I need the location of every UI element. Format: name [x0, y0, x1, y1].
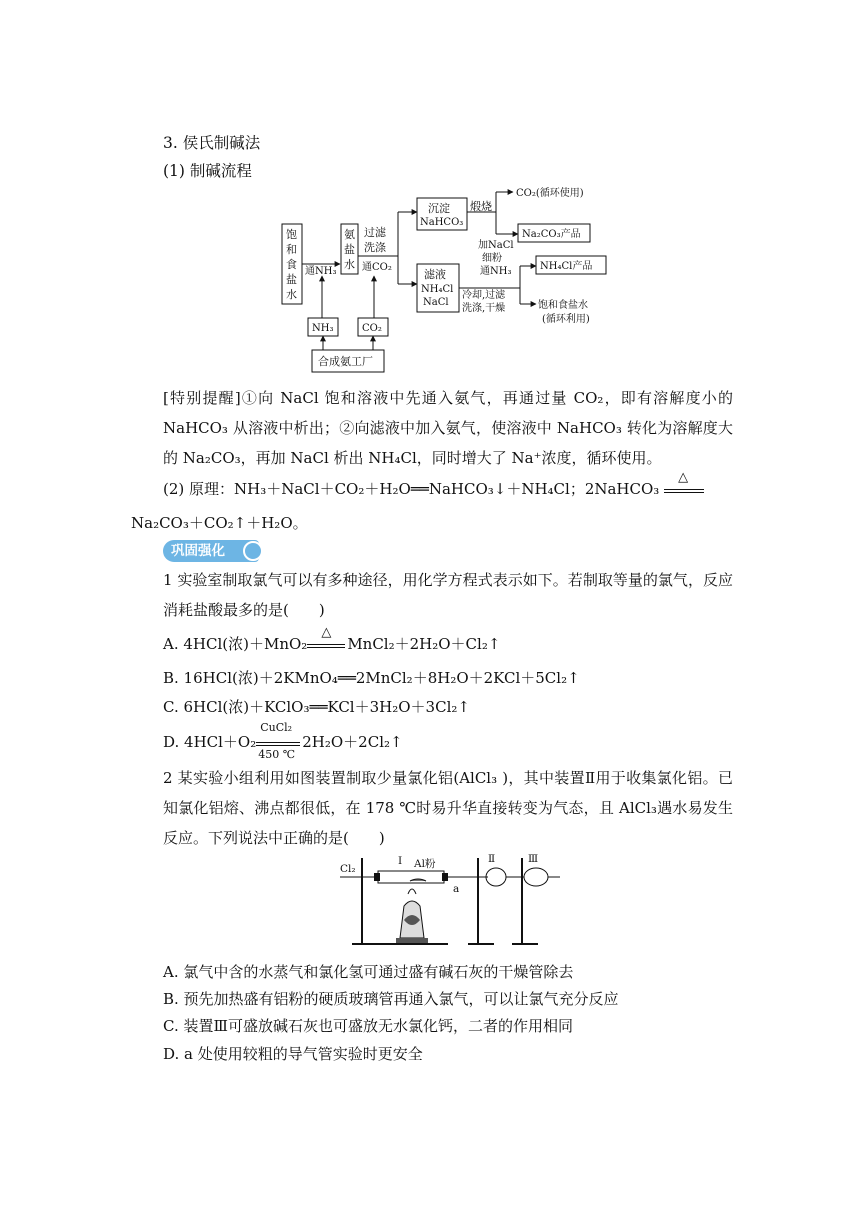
- nh4cl-product-label: NH₄Cl产品: [540, 261, 593, 272]
- section-title: 3. 侯氏制碱法: [163, 134, 261, 152]
- brine-recycle-0: 饱和食盐水: [538, 300, 588, 311]
- label-a: a: [453, 883, 460, 895]
- al-powder-label: Al粉: [414, 858, 436, 870]
- q1-option-d[interactable]: [163, 721, 403, 761]
- badge-tail-icon: [243, 541, 263, 561]
- consolidation-badge: [163, 540, 259, 562]
- precip-line-0: 沉淀: [428, 202, 450, 215]
- co2-out-label: CO₂(循环使用): [516, 188, 584, 199]
- precip-line-1: NaHCO₃: [420, 217, 464, 228]
- q2-option-c[interactable]: C. 装置Ⅲ可盛放碱石灰也可盛放无水氯化钙，二者的作用相同: [163, 1017, 573, 1035]
- brine-char-2: 食: [286, 258, 297, 271]
- q1-option-d-temp: 450 ℃: [258, 748, 296, 761]
- add-nacl-1: 细粉: [482, 253, 502, 264]
- ab-char-1: 盐: [344, 243, 355, 256]
- filtrate-line-0: 滤液: [424, 268, 446, 281]
- add-nacl-2: 通NH₃: [480, 266, 512, 277]
- brine-char-3: 盐: [286, 273, 297, 286]
- brine-char-0: 饱: [286, 228, 297, 241]
- q1-option-b[interactable]: B. 16HCl(浓)＋2KMnO₄══2MnCl₂＋8H₂O＋2KCl＋5Cl₂↑: [163, 669, 580, 687]
- principle-line-2: Na₂CO₃＋CO₂↑＋H₂O。: [131, 514, 308, 532]
- ab-char-0: 氨: [344, 228, 355, 241]
- cool-line-0: 冷却,过滤: [462, 290, 506, 301]
- q1-option-a-heat: △: [321, 625, 332, 640]
- q1-stem: 1 实验室制取氯气可以有多种途径，用化学方程式表示如下。若制取等量的氯气，反应消耗盐酸最多的是( ): [163, 571, 733, 619]
- ab-char-2: 水: [344, 258, 355, 271]
- q1-option-a[interactable]: [163, 625, 501, 654]
- add-nacl-0: 加NaCl: [478, 240, 514, 251]
- calcine-label: 煅烧: [470, 200, 492, 213]
- filtrate-line-1: NH₄Cl: [421, 284, 454, 295]
- q1-option-a-right: MnCl₂＋2H₂O＋Cl₂↑: [347, 635, 501, 653]
- process-flow-diagram: [280, 182, 620, 378]
- principle-text: (2) 原理：NH₃＋NaCl＋CO₂＋H₂O══NaHCO₃↓＋NH₄Cl；2NaHCO₃: [163, 480, 660, 498]
- q2-stem: 2 某实验小组利用如图装置制取少量氯化铝(AlCl₃ )，其中装置Ⅱ用于收集氯化铝。已知氯化铝熔、沸点都很低，在 178 ℃时易升华直接转变为气态，且 AlCl₃遇水易发生反应。下列说法中正确的是( ): [163, 769, 733, 847]
- subsection-title: (1) 制碱流程: [163, 162, 252, 180]
- label-III: Ⅲ: [528, 853, 539, 865]
- step2-line-0: 过滤: [364, 226, 386, 239]
- heat-equals-sign: [664, 470, 706, 498]
- special-tip: [特别提醒]①向 NaCl 饱和溶液中先通入氨气，再通过量 CO₂，即有溶解度小的 NaHCO₃ 从溶液中析出；②向滤液中加入氨气，使溶液中 NaHCO₃ 转化为溶解度大的 Na₂CO₃，再加 NaCl 析出 NH₄Cl，同时增大了 Na⁺浓度，循环使用。: [163, 389, 733, 467]
- cool-line-1: 洗涤,干燥: [462, 303, 506, 314]
- co2-box-label: CO₂: [362, 323, 382, 334]
- label-I: Ⅰ: [398, 855, 403, 867]
- q1-option-a-heat-sign: [307, 625, 347, 653]
- q1-option-a-left: A. 4HCl(浓)＋MnO₂: [163, 635, 308, 653]
- factory-label: 合成氨工厂: [318, 355, 373, 368]
- na2co3-product-label: Na₂CO₃产品: [522, 229, 581, 240]
- heat-symbol: △: [678, 470, 689, 485]
- arrow-nh3-label: 通NH₃: [305, 266, 337, 277]
- q2-option-d[interactable]: D. a 处使用较粗的导气管实验时更安全: [163, 1045, 423, 1063]
- brine-char-1: 和: [286, 243, 297, 256]
- q1-option-c[interactable]: C. 6HCl(浓)＋KClO₃══KCl＋3H₂O＋3Cl₂↑: [163, 698, 470, 716]
- step2-line-1: 洗涤: [364, 241, 386, 254]
- brine-char-4: 水: [286, 288, 297, 301]
- apparatus-diagram: [338, 850, 562, 948]
- badge-label: 巩固强化: [171, 543, 225, 559]
- cl2-label: Cl₂: [340, 863, 356, 875]
- q2-option-a[interactable]: A. 氯气中含的水蒸气和氯化氢可通过盛有碱石灰的干燥管除去: [163, 963, 574, 981]
- q1-option-d-condition: [256, 721, 302, 761]
- q1-option-d-right: 2H₂O＋2Cl₂↑: [302, 733, 403, 751]
- q1-option-d-catalyst: CuCl₂: [260, 721, 293, 734]
- brine-recycle-1: (循环利用): [542, 314, 590, 325]
- filtrate-line-2: NaCl: [423, 297, 449, 308]
- step2-line-2: 通CO₂: [362, 262, 392, 273]
- q1-option-d-left: D. 4HCl＋O₂: [163, 733, 257, 751]
- principle-line-1: [163, 470, 706, 499]
- label-II: Ⅱ: [488, 853, 496, 865]
- q2-option-b[interactable]: B. 预先加热盛有铝粉的硬质玻璃管再通入氯气，可以让氯气充分反应: [163, 990, 619, 1008]
- nh3-box-label: NH₃: [312, 323, 334, 334]
